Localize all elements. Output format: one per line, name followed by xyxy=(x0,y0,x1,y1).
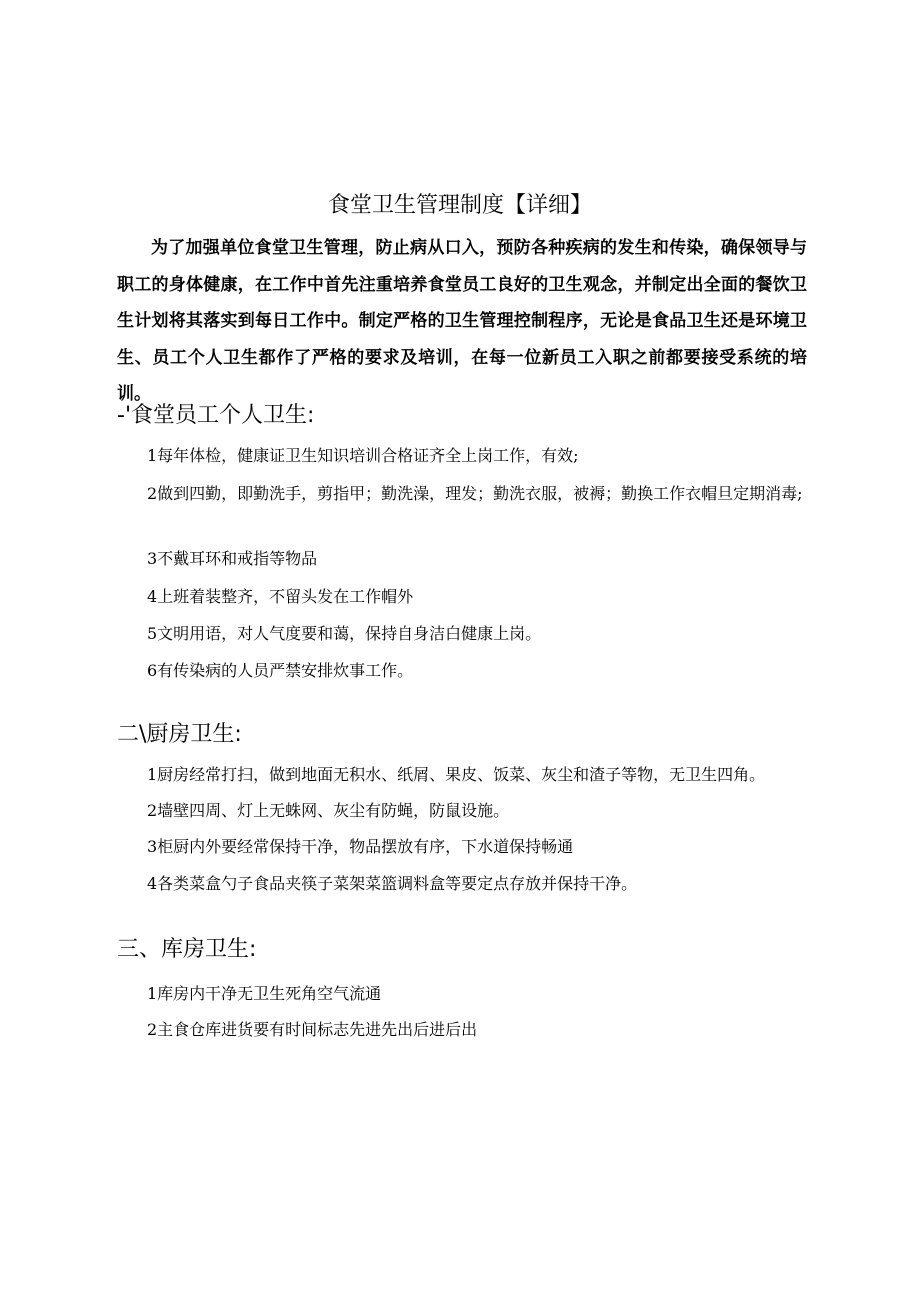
list-item: 1每年体检，健康证卫生知识培训合格证齐全上岗工作，有效; xyxy=(147,446,579,465)
list-item: 5文明用语，对人气度要和蔼，保持自身洁白健康上岗。 xyxy=(147,624,542,643)
list-item: 4各类菜盒勺子食品夹筷子菜架菜篮调料盒等要定点存放并保持干净。 xyxy=(147,874,638,893)
list-item: 4上班着装整齐，不留头发在工作帽外 xyxy=(147,587,414,606)
list-item: 2主食仓库进货要有时间标志先进先出后进后出 xyxy=(147,1020,478,1039)
list-item: 1库房内干净无卫生死角空气流通 xyxy=(147,984,382,1003)
list-item: 3柜厨内外要经常保持干净，物品摆放有序，下水道保持畅通 xyxy=(147,837,574,856)
list-item: 3不戴耳环和戒指等物品 xyxy=(147,549,318,568)
section-heading-storeroom-hygiene: 三、库房卫生: xyxy=(117,937,257,962)
section-heading-kitchen-hygiene: 二\厨房卫生: xyxy=(117,722,242,747)
list-item: 2墙壁四周、灯上无蛛网、灰尘有防蝇，防鼠设施。 xyxy=(147,801,510,820)
list-item: 2做到四勤，即勤洗手，剪指甲；勤洗澡，理发；勤洗衣服，被褥；勤换工作衣帽旦定期消毒; xyxy=(147,484,803,503)
intro-paragraph: 为了加强单位食堂卫生管理，防止病从口入，预防各种疾病的发生和传染，确保领导与职工的身体健康，在工作中首先注重培养食堂员工良好的卫生观念，并制定出全面的餐饮卫生计划将其落实到每日工作中。制定严格的卫生管理控制程序，无论是食品卫生还是环境卫生、员工个人卫生都作了严格的要求及培训，在每一位新员工入职之前都要接受系统的培训。 xyxy=(117,238,807,404)
document-title: 食堂卫生管理制度【详细】 xyxy=(327,193,592,218)
section-heading-personal-hygiene: -'食堂员工个人卫生: xyxy=(117,403,315,428)
list-item: 1厨房经常打扫，做到地面无积水、纸屑、果皮、饭菜、灰尘和渣子等物，无卫生四角。 xyxy=(147,765,766,784)
list-item: 6有传染病的人员严禁安排炊事工作。 xyxy=(147,661,414,680)
